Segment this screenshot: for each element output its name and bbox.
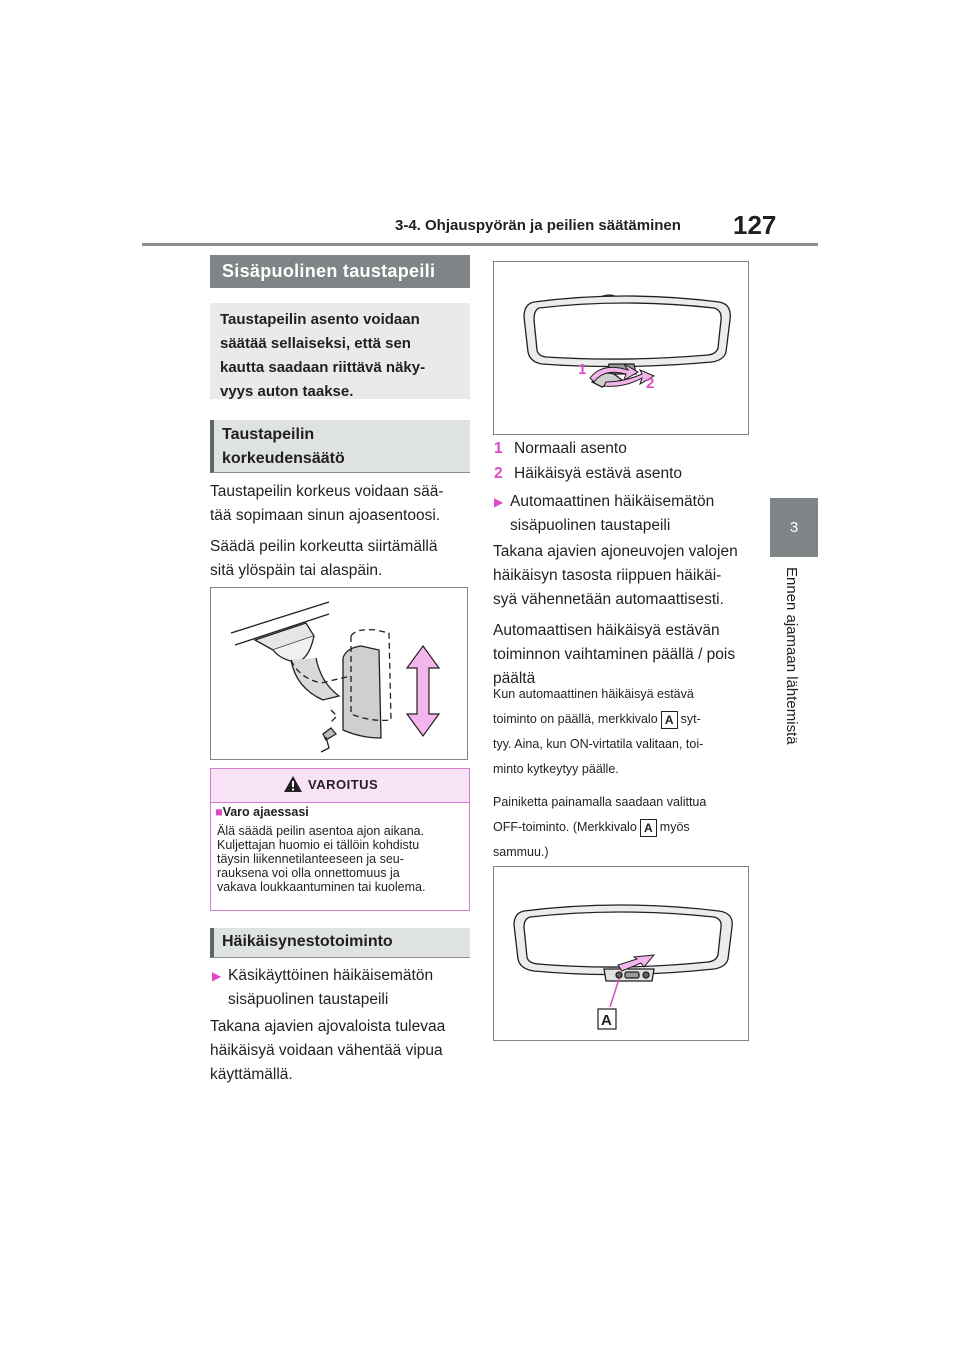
- warning-box: [210, 768, 470, 911]
- item-number: 1: [494, 440, 503, 457]
- intro-line: kautta saadaan riittävä näky-: [220, 359, 426, 376]
- warning-label: VAROITUS: [308, 777, 379, 792]
- text-line: Painiketta painamalla saadaan valittua: [493, 795, 707, 809]
- chapter-tab: [770, 498, 818, 557]
- text-line: Säädä peilin korkeutta siirtämällä: [210, 538, 438, 555]
- text-line: Takana ajavien ajovaloista tulevaa: [210, 1018, 446, 1035]
- warning-line: rauksena voi olla onnettomuus ja: [217, 866, 400, 880]
- indicator-a-badge: A: [661, 711, 678, 729]
- text-line: Taustapeilin korkeus voidaan sää-: [210, 483, 444, 500]
- height-paragraph: [210, 480, 472, 583]
- intro-line: säätää sellaiseksi, että sen: [220, 335, 411, 352]
- auto-mirror-paragraph: [493, 540, 755, 691]
- warning-subheading: ■Varo ajaessasi: [215, 805, 309, 819]
- intro-box: [210, 303, 470, 399]
- text-line: sisäpuolinen taustapeili: [228, 991, 389, 1008]
- warning-header: [211, 769, 469, 803]
- auto-mirror-item: [494, 490, 756, 538]
- warning-line: täysin liikennetilanteeseen ja seu-: [217, 852, 404, 866]
- mirror-height-figure: [210, 587, 468, 760]
- label-a: A: [601, 1012, 612, 1029]
- lever-position-list: [494, 437, 756, 486]
- intro-line: Taustapeilin asento voidaan: [220, 311, 420, 328]
- mirror-lever-illustration: [494, 262, 748, 434]
- subsection-heading-height: [210, 420, 470, 473]
- header-rule: [142, 243, 818, 246]
- label-1: 1: [578, 361, 587, 378]
- mirror-lever-figure: [493, 261, 749, 435]
- text-line: häikäisyn tasosta riippuen häikäi-: [493, 567, 722, 584]
- warning-body: [217, 824, 465, 894]
- manual-mirror-paragraph: [210, 1015, 472, 1087]
- text-line: sisäpuolinen taustapeili: [510, 517, 671, 534]
- square-bullet-icon: ■: [215, 805, 223, 819]
- auto-on-note: [493, 682, 755, 865]
- manual-mirror-item: [212, 964, 474, 1012]
- list-item: [494, 462, 756, 486]
- indicator-a-badge: A: [640, 819, 657, 837]
- text-line: sitä ylöspäin tai alaspäin.: [210, 562, 383, 579]
- intro-line: vyys auton taakse.: [220, 383, 354, 400]
- text-line: syä vähennetään automaattisesti.: [493, 591, 724, 608]
- item-text: Normaali asento: [514, 440, 627, 457]
- text-line: tyy. Aina, kun ON-virtatila valitaan, toi-: [493, 737, 704, 751]
- chapter-tab-label: [780, 567, 806, 757]
- text-line: Automaattisen häikäisyä estävän: [493, 622, 720, 639]
- warning-icon: [283, 775, 303, 793]
- text-line: Takana ajavien ajoneuvojen valojen: [493, 543, 738, 560]
- text-line: Käsikäyttöinen häikäisemätön: [228, 967, 434, 984]
- chapter-tab-label-text: Ennen ajamaan lähtemistä: [783, 567, 800, 745]
- text-line: OFF-toiminto. (Merkkivalo A myös: [493, 820, 690, 835]
- mirror-height-illustration: [211, 588, 467, 759]
- auto-mirror-figure: [493, 866, 749, 1041]
- warning-line: vakava loukkaantuminen tai kuolema.: [217, 880, 426, 894]
- list-item: [494, 437, 756, 461]
- triangle-bullet-icon: ▶: [212, 969, 222, 983]
- chapter-number: 3: [789, 519, 799, 536]
- text-line: Kun automaattinen häikäisyä estävä: [493, 687, 694, 701]
- text-line: minto kytkeytyy päälle.: [493, 762, 619, 776]
- text-line: toiminnon vaihtaminen päällä / pois: [493, 646, 736, 663]
- text-line: sammuu.): [493, 845, 549, 859]
- text-line: päältä: [493, 670, 536, 687]
- label-2: 2: [646, 375, 655, 392]
- text-line: Automaattinen häikäisemätön: [510, 493, 715, 510]
- auto-mirror-illustration: [494, 867, 748, 1040]
- warning-line: Kuljettajan huomio ei tällöin kohdistu: [217, 838, 420, 852]
- triangle-bullet-icon: ▶: [494, 495, 504, 509]
- text-line: häikäisyä voidaan vähentää vipua: [210, 1042, 443, 1059]
- section-title: Sisäpuolinen taustapeili: [210, 255, 470, 288]
- subsection-heading-antiglare: Häikäisynestotoiminto: [210, 928, 470, 958]
- item-number: 2: [494, 465, 503, 482]
- heading-line: korkeudensäätö: [222, 450, 345, 467]
- page-number: 127: [733, 210, 777, 240]
- item-text: Häikäisyä estävä asento: [514, 465, 683, 482]
- heading-line: Taustapeilin: [222, 426, 315, 443]
- text-line: toiminto on päällä, merkkivalo A syt-: [493, 712, 701, 727]
- warning-line: Älä säädä peilin asentoa ajon aikana.: [217, 824, 425, 838]
- chapter-title: 3-4. Ohjauspyörän ja peilien säätäminen: [395, 217, 681, 234]
- text-line: tää sopimaan sinun ajoasentoosi.: [210, 507, 441, 524]
- text-line: käyttämällä.: [210, 1066, 293, 1083]
